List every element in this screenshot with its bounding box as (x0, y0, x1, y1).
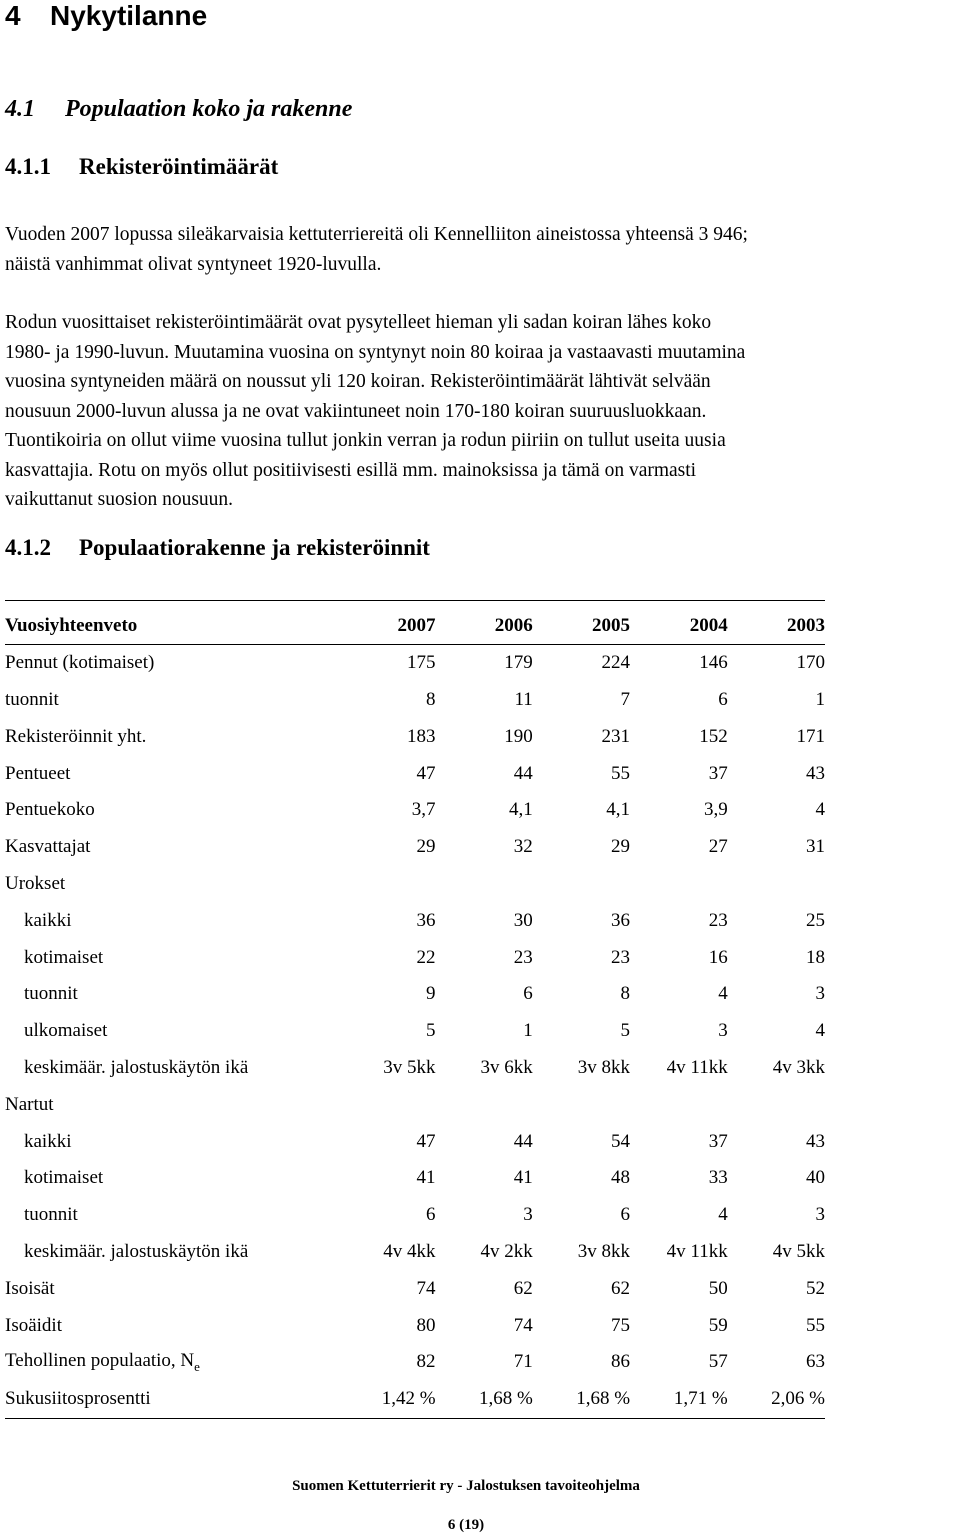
table-cell: 175 (407, 652, 436, 674)
table-cell: 16 (708, 946, 728, 968)
table-cell: 3,9 (703, 799, 728, 821)
table-cell: 27 (708, 836, 728, 858)
header-year: 2003 (787, 615, 825, 637)
table-row (5, 976, 825, 1013)
table-cell: 41 (513, 1167, 533, 1189)
table-cell: 3v 5kk (383, 1056, 436, 1078)
subsection-number: 4.1.1 (5, 154, 51, 179)
row-label (5, 902, 338, 939)
table-row (5, 718, 825, 755)
chapter-number: 4 (5, 0, 21, 31)
subsection-heading-2 (5, 535, 430, 561)
table-cell: 37 (708, 1130, 728, 1152)
table-cell (728, 1086, 825, 1123)
row-label (5, 829, 338, 866)
row-label (5, 1050, 338, 1087)
table-row (5, 1050, 825, 1087)
table-cell: 11 (514, 688, 533, 710)
subsection-number: 4.1.2 (5, 535, 51, 560)
table-row (5, 1086, 825, 1123)
table-cell: 29 (416, 836, 436, 858)
subsection-title: Populaatiorakenne ja rekisteröinnit (79, 535, 430, 560)
summary-table-grid (5, 608, 825, 1418)
row-label-text: Nartut (5, 1093, 54, 1115)
row-label-text: Isoäidit (5, 1314, 62, 1336)
table-cell: 86 (611, 1351, 631, 1373)
row-label (5, 718, 338, 755)
subsection-heading-1 (5, 154, 278, 180)
table-row (5, 1160, 825, 1197)
table-cell (436, 866, 533, 903)
table-cell: 3 (718, 1020, 728, 1042)
table-cell: 32 (513, 836, 533, 858)
table-cell: 2,06 % (771, 1388, 825, 1410)
table-cell: 25 (806, 909, 825, 931)
table-cell: 36 (416, 909, 436, 931)
row-label-text: kaikki (24, 909, 72, 931)
table-cell: 57 (708, 1351, 728, 1373)
paragraph-registrations (5, 308, 957, 515)
table-cell: 22 (416, 946, 436, 968)
table-cell: 41 (416, 1167, 436, 1189)
header-year: 2007 (397, 615, 436, 637)
paragraph-intro (5, 220, 957, 279)
table-cell: 43 (806, 1130, 825, 1152)
table-cell: 1,42 % (381, 1388, 436, 1410)
table-cell: 74 (513, 1314, 533, 1336)
table-cell: 50 (708, 1277, 728, 1299)
row-label (5, 1123, 338, 1160)
chapter-title: Nykytilanne (50, 0, 208, 31)
table-cell: 1,68 % (576, 1388, 631, 1410)
table-cell (630, 1086, 728, 1123)
table-cell: 30 (513, 909, 533, 931)
row-label (5, 1344, 338, 1381)
table-cell: 224 (601, 652, 631, 674)
table-cell (728, 866, 825, 903)
table-cell: 1 (523, 1020, 533, 1042)
table-cell: 8 (620, 983, 631, 1005)
table-row (5, 829, 825, 866)
table-cell: 183 (407, 725, 436, 747)
row-label-text: Pentueet (5, 762, 71, 784)
table-cell: 4v 2kk (480, 1240, 533, 1262)
row-label-text: Pentuekoko (5, 799, 95, 821)
row-label (5, 1381, 338, 1418)
table-cell: 1 (815, 688, 825, 710)
table-cell: 1,71 % (673, 1388, 728, 1410)
row-label-text: keskimäär. jalostuskäytön ikä (24, 1240, 249, 1262)
row-label-text: kotimaiset (24, 1167, 104, 1189)
row-label-text: tuonnit (24, 1204, 78, 1226)
row-label-text: kotimaiset (24, 946, 104, 968)
table-cell: 170 (796, 652, 825, 674)
table-row (5, 866, 825, 903)
row-label-text: ulkomaiset (24, 1020, 108, 1042)
paragraph-line: 1980- ja 1990-luvun. Muutamina vuosina on syntynyt noin 80 koiraa ja vastaavasti muutamina (5, 341, 746, 363)
table-cell: 31 (806, 836, 825, 858)
paragraph-line: kasvattajia. Rotu on myös ollut positiivisesti esillä mm. mainoksissa ja tämä on varmasti (5, 459, 697, 481)
row-label (5, 645, 338, 682)
row-label (5, 1270, 338, 1307)
table-cell: 4v 5kk (772, 1240, 825, 1262)
table-cell: 23 (513, 946, 533, 968)
table-cell: 5 (620, 1020, 631, 1042)
table-row (5, 1381, 825, 1418)
table-cell: 6 (426, 1204, 436, 1226)
footer-page-number: 6 (19) (447, 1517, 485, 1533)
row-label-text: Isoisät (5, 1277, 55, 1299)
table-cell (533, 866, 630, 903)
chapter-heading (5, 0, 207, 32)
table-cell: 29 (611, 836, 631, 858)
row-label (5, 1160, 338, 1197)
table-cell: 48 (611, 1167, 631, 1189)
table-cell: 7 (620, 688, 631, 710)
table-row (5, 1197, 825, 1234)
table-cell: 23 (708, 909, 728, 931)
section-title: Populaation koko ja rakenne (65, 96, 353, 122)
table-row (5, 1013, 825, 1050)
table-cell: 54 (611, 1130, 631, 1152)
row-label-text: Urokset (5, 872, 66, 894)
table-cell: 6 (718, 688, 728, 710)
table-cell: 8 (426, 688, 436, 710)
header-year: 2004 (689, 615, 728, 637)
table-cell: 44 (513, 762, 533, 784)
header-year: 2005 (592, 615, 631, 637)
table-row (5, 902, 825, 939)
table-cell: 1,68 % (478, 1388, 533, 1410)
table-cell: 62 (611, 1277, 631, 1299)
table-cell: 179 (504, 652, 533, 674)
row-label-text: kaikki (24, 1130, 72, 1152)
table-cell: 23 (611, 946, 631, 968)
table-cell: 3v 8kk (577, 1240, 631, 1262)
table-cell: 63 (806, 1351, 825, 1373)
table-cell: 4v 11kk (666, 1056, 728, 1078)
table-cell: 82 (416, 1351, 436, 1373)
table-row (5, 939, 825, 976)
paragraph-line: vuosina syntyneiden määrä on noussut yli 120 koiran. Rekisteröintimäärät lähtivät selvään (5, 371, 711, 392)
table-cell: 4v 4kk (383, 1240, 436, 1262)
row-label (5, 792, 338, 829)
table-cell: 71 (513, 1351, 533, 1373)
footer-org: Suomen Kettuterrierit ry - Jalostuksen tavoiteohjelma (292, 1478, 640, 1494)
row-label-text: Kasvattajat (5, 836, 91, 858)
table-cell: 80 (416, 1314, 436, 1336)
paragraph-line: näistä vanhimmat olivat syntyneet 1920-luvulla. (5, 253, 382, 275)
table-cell: 18 (806, 946, 825, 968)
table-cell: 3 (523, 1204, 533, 1226)
subsection-title: Rekisteröintimäärät (79, 154, 279, 179)
paragraph-line: Tuontikoiria on ollut viime vuosina tullut jonkin verran ja rodun piiriin on tullut useita uusia (5, 430, 726, 451)
row-label-text: tuonnit (24, 983, 78, 1005)
row-label (5, 939, 338, 976)
table-cell: 62 (513, 1277, 533, 1299)
table-row (5, 682, 825, 719)
row-label (5, 1086, 338, 1123)
table-row (5, 755, 825, 792)
row-label (5, 1234, 338, 1271)
table-cell: 59 (708, 1314, 728, 1336)
table-cell: 44 (513, 1130, 533, 1152)
table-cell: 9 (426, 983, 436, 1005)
table-cell (436, 1086, 533, 1123)
table-cell: 4 (718, 1204, 728, 1226)
table-row (5, 645, 825, 682)
table-cell: 4,1 (606, 799, 631, 821)
row-label-text: tuonnit (5, 688, 59, 710)
table-cell: 3 (815, 983, 825, 1005)
table-row (5, 1270, 825, 1307)
table-cell: 75 (611, 1314, 631, 1336)
table-cell: 3,7 (411, 799, 436, 821)
row-label (5, 1013, 338, 1050)
row-label (5, 682, 338, 719)
table-row (5, 1234, 825, 1271)
row-label (5, 866, 338, 903)
table-cell: 5 (426, 1020, 436, 1042)
table-row (5, 1307, 825, 1344)
table-cell: 3v 8kk (577, 1056, 631, 1078)
row-label (5, 976, 338, 1013)
table-cell (630, 866, 728, 903)
table-cell: 4v 11kk (666, 1240, 728, 1262)
header-label: Vuosiyhteenveto (5, 615, 138, 637)
table-bottom-rule (5, 1418, 825, 1419)
paragraph-line: Rodun vuosittaiset rekisteröintimäärät ovat pysytelleet hieman yli sadan koiran lähes koko (5, 312, 712, 333)
table-cell: 40 (806, 1167, 825, 1189)
table-cell: 47 (416, 1130, 436, 1152)
table-cell (338, 1086, 435, 1123)
table-cell: 4v 3kk (772, 1056, 825, 1078)
paragraph-line: Vuoden 2007 lopussa sileäkarvaisia kettuterriereitä oli Kennelliiton aineistossa yhteensä 3 946; (5, 224, 748, 245)
table-cell: 190 (504, 725, 533, 747)
header-year: 2006 (494, 615, 533, 637)
table-cell: 47 (416, 762, 436, 784)
row-label-subscript: e (194, 1358, 200, 1374)
table-cell: 55 (611, 762, 631, 784)
table-cell: 37 (708, 762, 728, 784)
table-header-row (5, 608, 825, 645)
row-label-text: Rekisteröinnit yht. (5, 725, 147, 747)
table-row (5, 1123, 825, 1160)
table-top-rule (5, 600, 825, 601)
section-heading (5, 96, 352, 123)
table-cell: 55 (806, 1314, 825, 1336)
row-label-text: Tehollinen populaatio, N (5, 1349, 195, 1371)
table-cell: 6 (523, 983, 533, 1005)
table-cell: 171 (796, 725, 825, 747)
table-cell: 152 (699, 725, 728, 747)
paragraph-line: nousuun 2000-luvun alussa ja ne ovat vakiintuneet noin 170-180 koiran suuruusluokkaan. (5, 400, 707, 422)
paragraph-line: vaikuttanut suosion nousuun. (5, 489, 234, 510)
table-cell: 231 (601, 725, 631, 747)
table-cell: 74 (416, 1277, 436, 1299)
row-label-text: Sukusiitosprosentti (5, 1388, 151, 1410)
row-label (5, 755, 338, 792)
row-label-text: keskimäär. jalostuskäytön ikä (24, 1056, 249, 1078)
section-number: 4.1 (5, 96, 35, 122)
table-cell: 146 (699, 652, 728, 674)
table-cell (533, 1086, 630, 1123)
table-cell: 4 (815, 799, 825, 821)
table-cell: 52 (806, 1277, 825, 1299)
table-cell: 4 (718, 983, 728, 1005)
table-cell: 3v 6kk (480, 1056, 533, 1078)
table-cell: 3 (815, 1204, 825, 1226)
table-row (5, 792, 825, 829)
table-cell: 4,1 (509, 799, 533, 821)
row-label-text: Pennut (kotimaiset) (5, 652, 155, 674)
table-cell: 6 (620, 1204, 631, 1226)
table-cell: 33 (708, 1167, 728, 1189)
row-label (5, 1307, 338, 1344)
table-cell (338, 866, 435, 903)
table-row (5, 1344, 825, 1381)
table-cell: 4 (815, 1020, 825, 1042)
table-cell: 43 (806, 762, 825, 784)
row-label (5, 1197, 338, 1234)
table-cell: 36 (611, 909, 631, 931)
